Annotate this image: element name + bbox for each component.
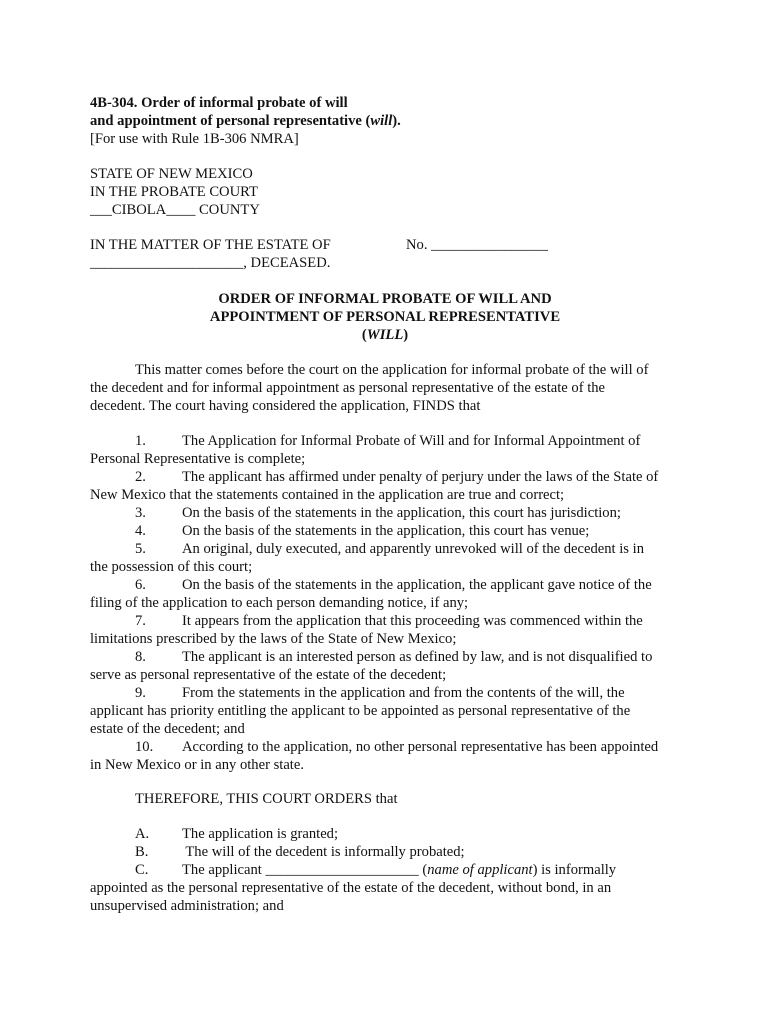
order-text: The application is granted;	[182, 826, 339, 842]
finding-6	[90, 576, 690, 612]
order-text-end: ) is informally	[532, 862, 617, 878]
finding-text: From the statements in the application and from the contents of the will, the	[182, 685, 625, 701]
intro-line-2: the decedent and for informal appointment as personal representative of the estate of the	[90, 380, 606, 396]
rule-title-2-end: ).	[392, 113, 401, 129]
rule-title-line-2	[90, 112, 690, 130]
order-letter: A.	[135, 826, 150, 842]
finding-text-cont: estate of the decedent; and	[90, 721, 245, 737]
title-line-1: ORDER OF INFORMAL PROBATE OF WILL AND	[218, 291, 552, 307]
finding-number: 6.	[135, 577, 146, 593]
finding-1	[90, 432, 690, 468]
order-c	[90, 861, 690, 879]
title-paren-open: (	[361, 327, 367, 343]
finding-text: The Application for Informal Probate of Will and for Informal Appointment of	[182, 433, 641, 449]
finding-number: 2.	[135, 469, 146, 485]
finding-number: 4.	[135, 523, 146, 539]
finding-text-cont: filing of the application to each person demanding notice, if any;	[90, 595, 469, 611]
finding-text-cont: limitations prescribed by the laws of the State of New Mexico;	[90, 631, 457, 647]
case-caption	[90, 236, 690, 272]
title-paren-close: )	[403, 327, 409, 343]
finding-text: It appears from the application that this proceeding was commenced within the	[182, 613, 643, 629]
rule-title-2-text: and appointment of personal representative (	[90, 113, 371, 129]
applicant-name-hint: name of applicant	[427, 862, 533, 878]
finding-number: 7.	[135, 613, 146, 629]
order-c-cont-1: appointed as the personal representative of the estate of the decedent, without bond, in an	[90, 880, 612, 896]
finding-text: The applicant has affirmed under penalty of perjury under the laws of the State of	[182, 469, 659, 485]
case-number-field: No. ________________	[406, 237, 548, 253]
rule-header	[90, 94, 690, 148]
court-name: IN THE PROBATE COURT	[90, 184, 258, 200]
order-text: The will of the decedent is informally probated;	[182, 844, 465, 860]
order-title	[90, 290, 680, 344]
orders-list	[90, 825, 690, 915]
finding-number: 8.	[135, 649, 146, 665]
order-b	[90, 843, 690, 861]
finding-4	[90, 522, 690, 540]
finding-text: The applicant is an interested person as defined by law, and is not disqualified to	[182, 649, 653, 665]
finding-text-cont: the possession of this court;	[90, 559, 253, 575]
orders-heading: THEREFORE, THIS COURT ORDERS that	[135, 791, 398, 807]
finding-text: On the basis of the statements in the application, this court has venue;	[182, 523, 590, 539]
rule-title-line-1: 4B-304. Order of informal probate of will	[90, 95, 348, 111]
county-label: COUNTY	[195, 202, 260, 218]
rule-note: [For use with Rule 1B-306 NMRA]	[90, 131, 299, 147]
finding-text: An original, duly executed, and apparently unrevoked will of the decedent is in	[182, 541, 644, 557]
finding-number: 5.	[135, 541, 146, 557]
title-line-2: APPOINTMENT OF PERSONAL REPRESENTATIVE	[209, 309, 561, 325]
finding-number: 1.	[135, 433, 146, 449]
order-a	[90, 825, 690, 843]
finding-text: On the basis of the statements in the application, the applicant gave notice of the	[182, 577, 652, 593]
order-text: The applicant _____________________ (	[182, 862, 428, 878]
county-name: ___CIBOLA____	[90, 202, 196, 218]
finding-3	[90, 504, 690, 522]
order-c-cont-2: unsupervised administration; and	[90, 898, 284, 914]
finding-text: According to the application, no other personal representative has been appointed	[182, 739, 659, 755]
finding-text-cont: in New Mexico or in any other state.	[90, 757, 304, 773]
order-letter: C.	[135, 862, 149, 878]
finding-text-cont: New Mexico that the statements contained in the application are true and correct;	[90, 487, 565, 503]
finding-8	[90, 648, 690, 684]
finding-10	[90, 738, 690, 774]
title-will-italic: WILL	[366, 327, 404, 343]
rule-title-2-italic: will	[370, 113, 393, 129]
findings-list	[90, 432, 690, 774]
court-block	[90, 165, 690, 219]
deceased-line: _____________________, DECEASED.	[90, 255, 331, 271]
finding-number: 3.	[135, 505, 146, 521]
finding-text-cont: serve as personal representative of the estate of the decedent;	[90, 667, 447, 683]
county-line	[90, 201, 690, 219]
order-letter: B.	[135, 844, 149, 860]
finding-text: On the basis of the statements in the application, this court has jurisdiction;	[182, 505, 621, 521]
title-line-3	[90, 326, 680, 344]
finding-text-cont: Personal Representative is complete;	[90, 451, 306, 467]
state-name: STATE OF NEW MEXICO	[90, 166, 253, 182]
finding-9	[90, 684, 690, 738]
finding-2	[90, 468, 690, 504]
finding-text-cont: applicant has priority entitling the applicant to be appointed as personal representative of the	[90, 703, 631, 719]
matter-line: IN THE MATTER OF THE ESTATE OF	[90, 237, 331, 253]
orders-section	[90, 790, 690, 808]
finding-number: 9.	[135, 685, 146, 701]
finding-7	[90, 612, 690, 648]
intro-paragraph	[90, 361, 690, 415]
finding-5	[90, 540, 690, 576]
finding-number: 10.	[135, 739, 154, 755]
intro-line-3: decedent. The court having considered the application, FINDS that	[90, 398, 481, 414]
intro-line-1: This matter comes before the court on the application for informal probate of the will of	[135, 362, 649, 378]
